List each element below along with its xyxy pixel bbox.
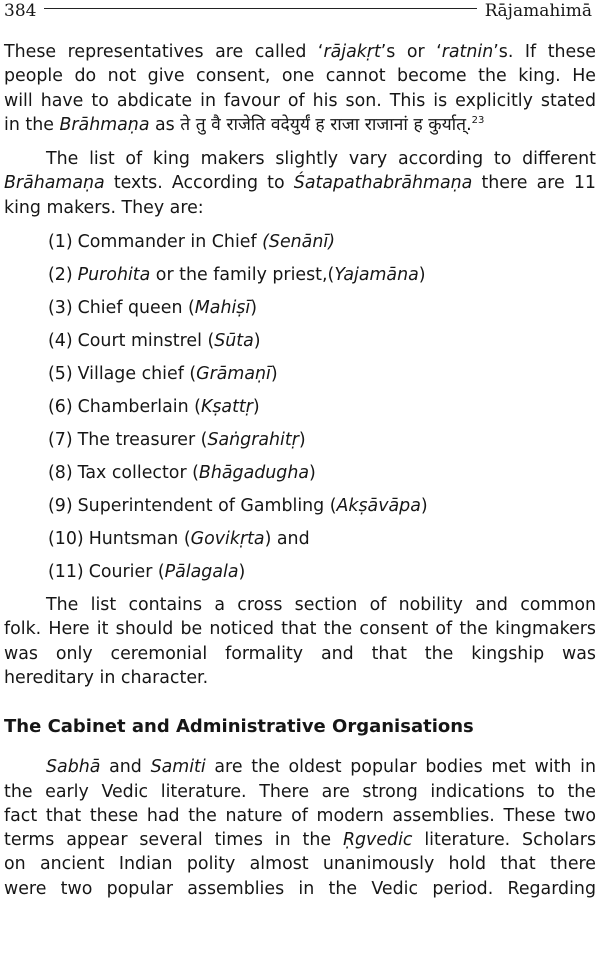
text-span: as (149, 114, 181, 135)
item-text: ) and (264, 529, 310, 550)
king-makers-list (4, 226, 596, 589)
term-ratnin: ratnin (441, 42, 494, 62)
item-text: Courier ( (88, 562, 165, 583)
list-item (4, 358, 596, 391)
header-rule (44, 8, 476, 9)
item-text: The treasurer ( (77, 430, 208, 451)
section-heading: The Cabinet and Administrative Organisations (4, 716, 474, 738)
text-line: hereditary in character. (4, 667, 209, 688)
item-number: (5) (48, 364, 73, 385)
text-line: folk. Here it should be noticed that the consent of the kingmakers (4, 619, 596, 640)
item-term: Yajamāna (334, 265, 419, 286)
running-title: Rājamahimā (484, 1, 592, 21)
term-satapathabrahmana: Śatapathabrāhmaṇa (293, 173, 473, 194)
list-item (4, 325, 596, 358)
text-line: The list of king makers slightly vary according to different (46, 149, 596, 170)
term-rajakrt: rājakṛt (323, 42, 381, 62)
item-number: (10) (48, 529, 84, 550)
item-number: (11) (48, 562, 84, 583)
text-line: the early Vedic literature. There are strong indications to the (4, 781, 596, 802)
list-item (4, 226, 596, 259)
item-term: Grāmaṇī (196, 364, 271, 385)
item-term: (Senānī) (262, 232, 335, 253)
paragraph-cross-section (4, 593, 596, 690)
item-term: Akṣāvāpa (336, 496, 421, 517)
item-number: (9) (48, 496, 73, 517)
text-line (4, 113, 596, 137)
list-item (4, 490, 596, 523)
item-text: Commander in Chief (77, 232, 263, 253)
text-span: texts. According to (104, 173, 294, 194)
item-term: Govikṛta (190, 529, 265, 550)
item-text: ) (270, 364, 278, 385)
text-line (4, 755, 596, 779)
text-span: and (100, 757, 151, 778)
list-item (4, 457, 596, 490)
item-text: Court minstrel ( (77, 331, 215, 352)
item-term: Bhāgadugha (198, 463, 310, 484)
text-span: ’s. If these (493, 42, 596, 62)
item-term: Pālagala (164, 562, 239, 583)
item-text: ) (418, 265, 426, 286)
item-number: (7) (48, 430, 73, 451)
item-text: or the family priest,( (150, 265, 335, 286)
text-span: in the (4, 114, 60, 135)
item-text: Tax collector ( (77, 463, 199, 484)
text-line: people do not give consent, one cannot become the king. He (4, 66, 596, 87)
list-item (4, 391, 596, 424)
item-text: ) (253, 331, 261, 352)
text-line (4, 40, 596, 64)
item-text: Chief queen ( (77, 298, 195, 319)
text-span: there are 11 (472, 173, 596, 194)
item-term: Purohita (77, 265, 151, 286)
item-term: Kṣattṛ (200, 397, 253, 418)
text-line: was only ceremonial formality and that the kingship was (4, 643, 596, 664)
term-brahmana: Brāhmaṇa (59, 114, 150, 135)
item-text: Village chief ( (77, 364, 197, 385)
text-span: are the oldest popular bodies met with in (205, 757, 596, 778)
list-item (4, 556, 596, 589)
item-text: ) (309, 463, 316, 484)
text-line (4, 828, 596, 852)
text-line: The list contains a cross section of nobility and common (46, 595, 596, 616)
paragraph-representatives (4, 40, 596, 137)
page-number: 384 (4, 1, 37, 21)
text-line: will have to abdicate in favour of his son. This is explicitly stated (4, 90, 596, 111)
text-line: were two popular assemblies in the Vedic period. Regarding (4, 878, 596, 899)
item-text: ) (250, 298, 257, 319)
item-text: ) (238, 562, 246, 583)
text-line (4, 171, 596, 195)
item-number: (1) (48, 232, 73, 253)
list-item (4, 424, 596, 457)
text-line: fact that these had the nature of modern assemblies. These two (4, 805, 596, 826)
item-text: Huntsman ( (88, 529, 191, 550)
footnote-marker: 23 (471, 115, 485, 127)
item-text: Superintendent of Gambling ( (77, 496, 337, 517)
text-span: These representatives are called ‘ (4, 42, 324, 62)
term-sabha: Sabhā (46, 757, 101, 778)
list-item (4, 292, 596, 325)
item-text: ) (298, 430, 306, 451)
term-rgvedic: Ṛgvedic (342, 830, 413, 851)
item-term: Sūta (214, 331, 254, 352)
list-item (4, 523, 596, 556)
list-item (4, 259, 596, 292)
item-term: Mahiṣī (194, 298, 251, 319)
text-span: literature. Scholars (412, 830, 597, 851)
item-number: (8) (48, 463, 73, 484)
item-number: (2) (48, 265, 73, 286)
term-samiti: Samiti (150, 757, 206, 778)
item-text: ) (420, 496, 428, 517)
page-body (4, 40, 596, 901)
item-text: ) (252, 397, 260, 418)
item-text: Chamberlain ( (77, 397, 201, 418)
text-line: king makers. They are: (4, 197, 204, 218)
item-number: (6) (48, 397, 73, 418)
text-line: on ancient Indian polity almost unanimously hold that there (4, 854, 596, 875)
text-span: terms appear several times in the (4, 830, 343, 851)
paragraph-king-makers-intro (4, 147, 596, 220)
sanskrit-quote: ते तु वै राजेति वदेयुर्यं ह राजा राजानां ह कुर्यात्. (180, 114, 472, 135)
text-span: ’s or ‘ (380, 42, 442, 62)
running-header (4, 0, 592, 22)
paragraph-sabha-samiti (4, 755, 596, 901)
item-number: (3) (48, 298, 73, 319)
item-term: Saṅgrahitṛ (207, 430, 299, 451)
term-brahamana: Brāhamaṇa (4, 173, 105, 194)
item-number: (4) (48, 331, 73, 352)
